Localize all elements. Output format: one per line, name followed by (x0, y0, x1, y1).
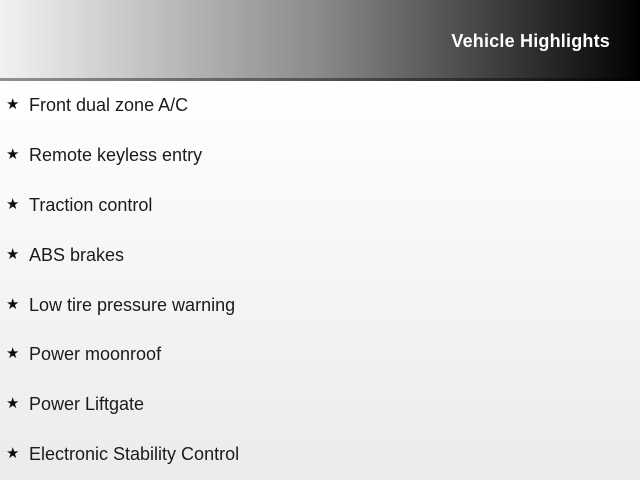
list-item (0, 81, 640, 131)
list-item (0, 330, 640, 380)
list-item-label: Remote keyless entry (29, 145, 203, 166)
star-bullet-icon: ★ (6, 96, 20, 114)
star-bullet-icon: ★ (6, 146, 20, 164)
feature-list (0, 81, 640, 480)
list-item-label: Traction control (29, 194, 153, 215)
list-item-label: Power Liftgate (29, 394, 145, 415)
star-bullet-icon: ★ (6, 395, 20, 413)
star-bullet-icon: ★ (6, 295, 20, 313)
list-item (0, 131, 640, 181)
list-item (0, 380, 640, 430)
list-item-label: ABS brakes (29, 244, 125, 265)
star-bullet-icon: ★ (6, 444, 20, 462)
list-item-label: Front dual zone A/C (29, 95, 189, 116)
list-item-label: Electronic Stability Control (29, 443, 240, 464)
star-bullet-icon: ★ (6, 345, 20, 363)
list-item (0, 280, 640, 330)
list-item (0, 230, 640, 280)
star-bullet-icon: ★ (6, 195, 20, 213)
list-item (0, 181, 640, 231)
page-title: Vehicle Highlights (451, 31, 610, 51)
list-item (0, 430, 640, 480)
list-item-label: Low tire pressure warning (29, 294, 236, 315)
list-item-label: Power moonroof (29, 344, 162, 365)
star-bullet-icon: ★ (6, 245, 20, 263)
header-banner (0, 0, 640, 81)
